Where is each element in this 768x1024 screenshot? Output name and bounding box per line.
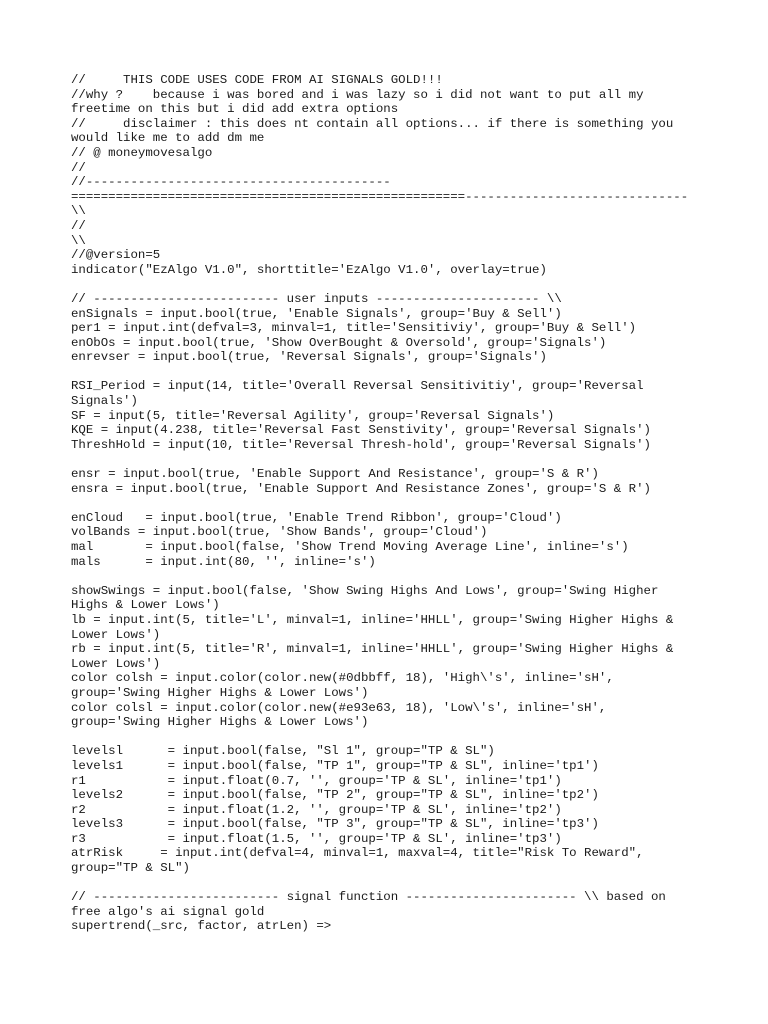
code-line: per1 = input.int(defval=3, minval=1, title='Sensitiviy', group='Buy & Sell')	[71, 321, 637, 336]
code-line: RSI_Period = input(14, title='Overall Reversal Sensitivitiy', group='Reversal	[71, 379, 644, 394]
code-line: =====================================================------------------------------	[71, 189, 689, 204]
code-line: SF = input(5, title='Reversal Agility', group='Reversal Signals')	[71, 408, 555, 423]
code-line: volBands = input.bool(true, 'Show Bands', group='Cloud')	[71, 525, 488, 540]
code-line: color colsh = input.color(color.new(#0dbbff, 18), 'High\'s', inline='sH',	[71, 671, 614, 686]
code-line: enrevser = input.bool(true, 'Reversal Signals', group='Signals')	[71, 350, 547, 365]
code-line: // THIS CODE USES CODE FROM AI SIGNALS GOLD!!!	[71, 73, 443, 87]
code-line: ThreshHold = input(10, title='Reversal Thresh-hold', group='Reversal Signals')	[71, 437, 651, 452]
code-line: r1 = input.float(0.7, '', group='TP & SL', inline='tp1')	[71, 773, 562, 788]
code-line: levels1 = input.bool(false, "TP 1", group="TP & SL", inline='tp1')	[71, 758, 599, 773]
code-listing	[71, 73, 711, 934]
code-line: \\	[71, 233, 86, 248]
code-line: mals = input.int(80, '', inline='s')	[71, 554, 376, 569]
code-line	[71, 876, 711, 891]
code-line: enSignals = input.bool(true, 'Enable Signals', group='Buy & Sell')	[71, 306, 562, 321]
code-line	[71, 365, 711, 380]
code-line: // disclaimer : this does nt contain all options... if there is something you	[71, 116, 674, 131]
code-line	[71, 496, 711, 511]
code-line: group='Swing Higher Highs & Lower Lows')	[71, 685, 369, 700]
code-line: // @ moneymovesalgo	[71, 145, 213, 160]
code-line: r3 = input.float(1.5, '', group='TP & SL', inline='tp3')	[71, 831, 562, 846]
code-line: group='Swing Higher Highs & Lower Lows')	[71, 715, 369, 730]
code-line: //	[71, 218, 86, 233]
code-line: free algo's ai signal gold	[71, 904, 265, 919]
code-line: //@version=5	[71, 248, 161, 263]
code-line: ensr = input.bool(true, 'Enable Support And Resistance', group='S & R')	[71, 467, 599, 482]
code-line	[71, 569, 711, 584]
code-line: levels3 = input.bool(false, "TP 3", group="TP & SL", inline='tp3')	[71, 817, 599, 832]
code-line: // ------------------------- user inputs ---------------------- \\	[71, 291, 562, 306]
code-line: r2 = input.float(1.2, '', group='TP & SL', inline='tp2')	[71, 802, 562, 817]
code-line	[71, 277, 711, 292]
code-line: Highs & Lower Lows')	[71, 598, 220, 613]
code-line: enCloud = input.bool(true, 'Enable Trend Ribbon', group='Cloud')	[71, 510, 562, 525]
code-line: ensra = input.bool(true, 'Enable Support And Resistance Zones', group='S & R')	[71, 481, 651, 496]
code-line: lb = input.int(5, title='L', minval=1, inline='HHLL', group='Swing Higher Highs &	[71, 612, 674, 627]
code-line: Signals')	[71, 394, 138, 409]
code-line: //why ? because i was bored and i was lazy so i did not want to put all my	[71, 87, 644, 102]
code-line: levelsl = input.bool(false, "Sl 1", group="TP & SL")	[71, 744, 495, 759]
code-line: //-----------------------------------------	[71, 175, 391, 190]
code-line: color colsl = input.color(color.new(#e93e63, 18), 'Low\'s', inline='sH',	[71, 700, 607, 715]
code-line: // ------------------------- signal function ----------------------- \\ based on	[71, 890, 666, 905]
code-line: levels2 = input.bool(false, "TP 2", group="TP & SL", inline='tp2')	[71, 788, 599, 803]
code-line: KQE = input(4.238, title='Reversal Fast Senstivity', group='Reversal Signals')	[71, 423, 651, 438]
code-line	[71, 452, 711, 467]
code-line: rb = input.int(5, title='R', minval=1, inline='HHLL', group='Swing Higher Highs &	[71, 642, 674, 657]
code-line: mal = input.bool(false, 'Show Trend Moving Average Line', inline='s')	[71, 540, 629, 554]
code-line: supertrend(_src, factor, atrLen) =>	[71, 919, 332, 934]
code-line: showSwings = input.bool(false, 'Show Swing Highs And Lows', group='Swing Higher	[71, 583, 659, 598]
code-line: enObOs = input.bool(true, 'Show OverBought & Oversold', group='Signals')	[71, 335, 607, 350]
code-line	[71, 730, 711, 745]
code-line: Lower Lows')	[71, 627, 161, 642]
code-line: indicator("EzAlgo V1.0", shorttitle='EzAlgo V1.0', overlay=true)	[71, 262, 547, 277]
code-line: atrRisk = input.int(defval=4, minval=1, maxval=4, title="Risk To Reward",	[71, 846, 644, 861]
code-line: group="TP & SL")	[71, 861, 190, 876]
code-line: would like me to add dm me	[71, 131, 265, 146]
code-line: Lower Lows')	[71, 656, 161, 671]
code-line: freetime on this but i did add extra options	[71, 102, 399, 117]
code-line: \\	[71, 204, 86, 219]
code-line: //	[71, 160, 86, 175]
